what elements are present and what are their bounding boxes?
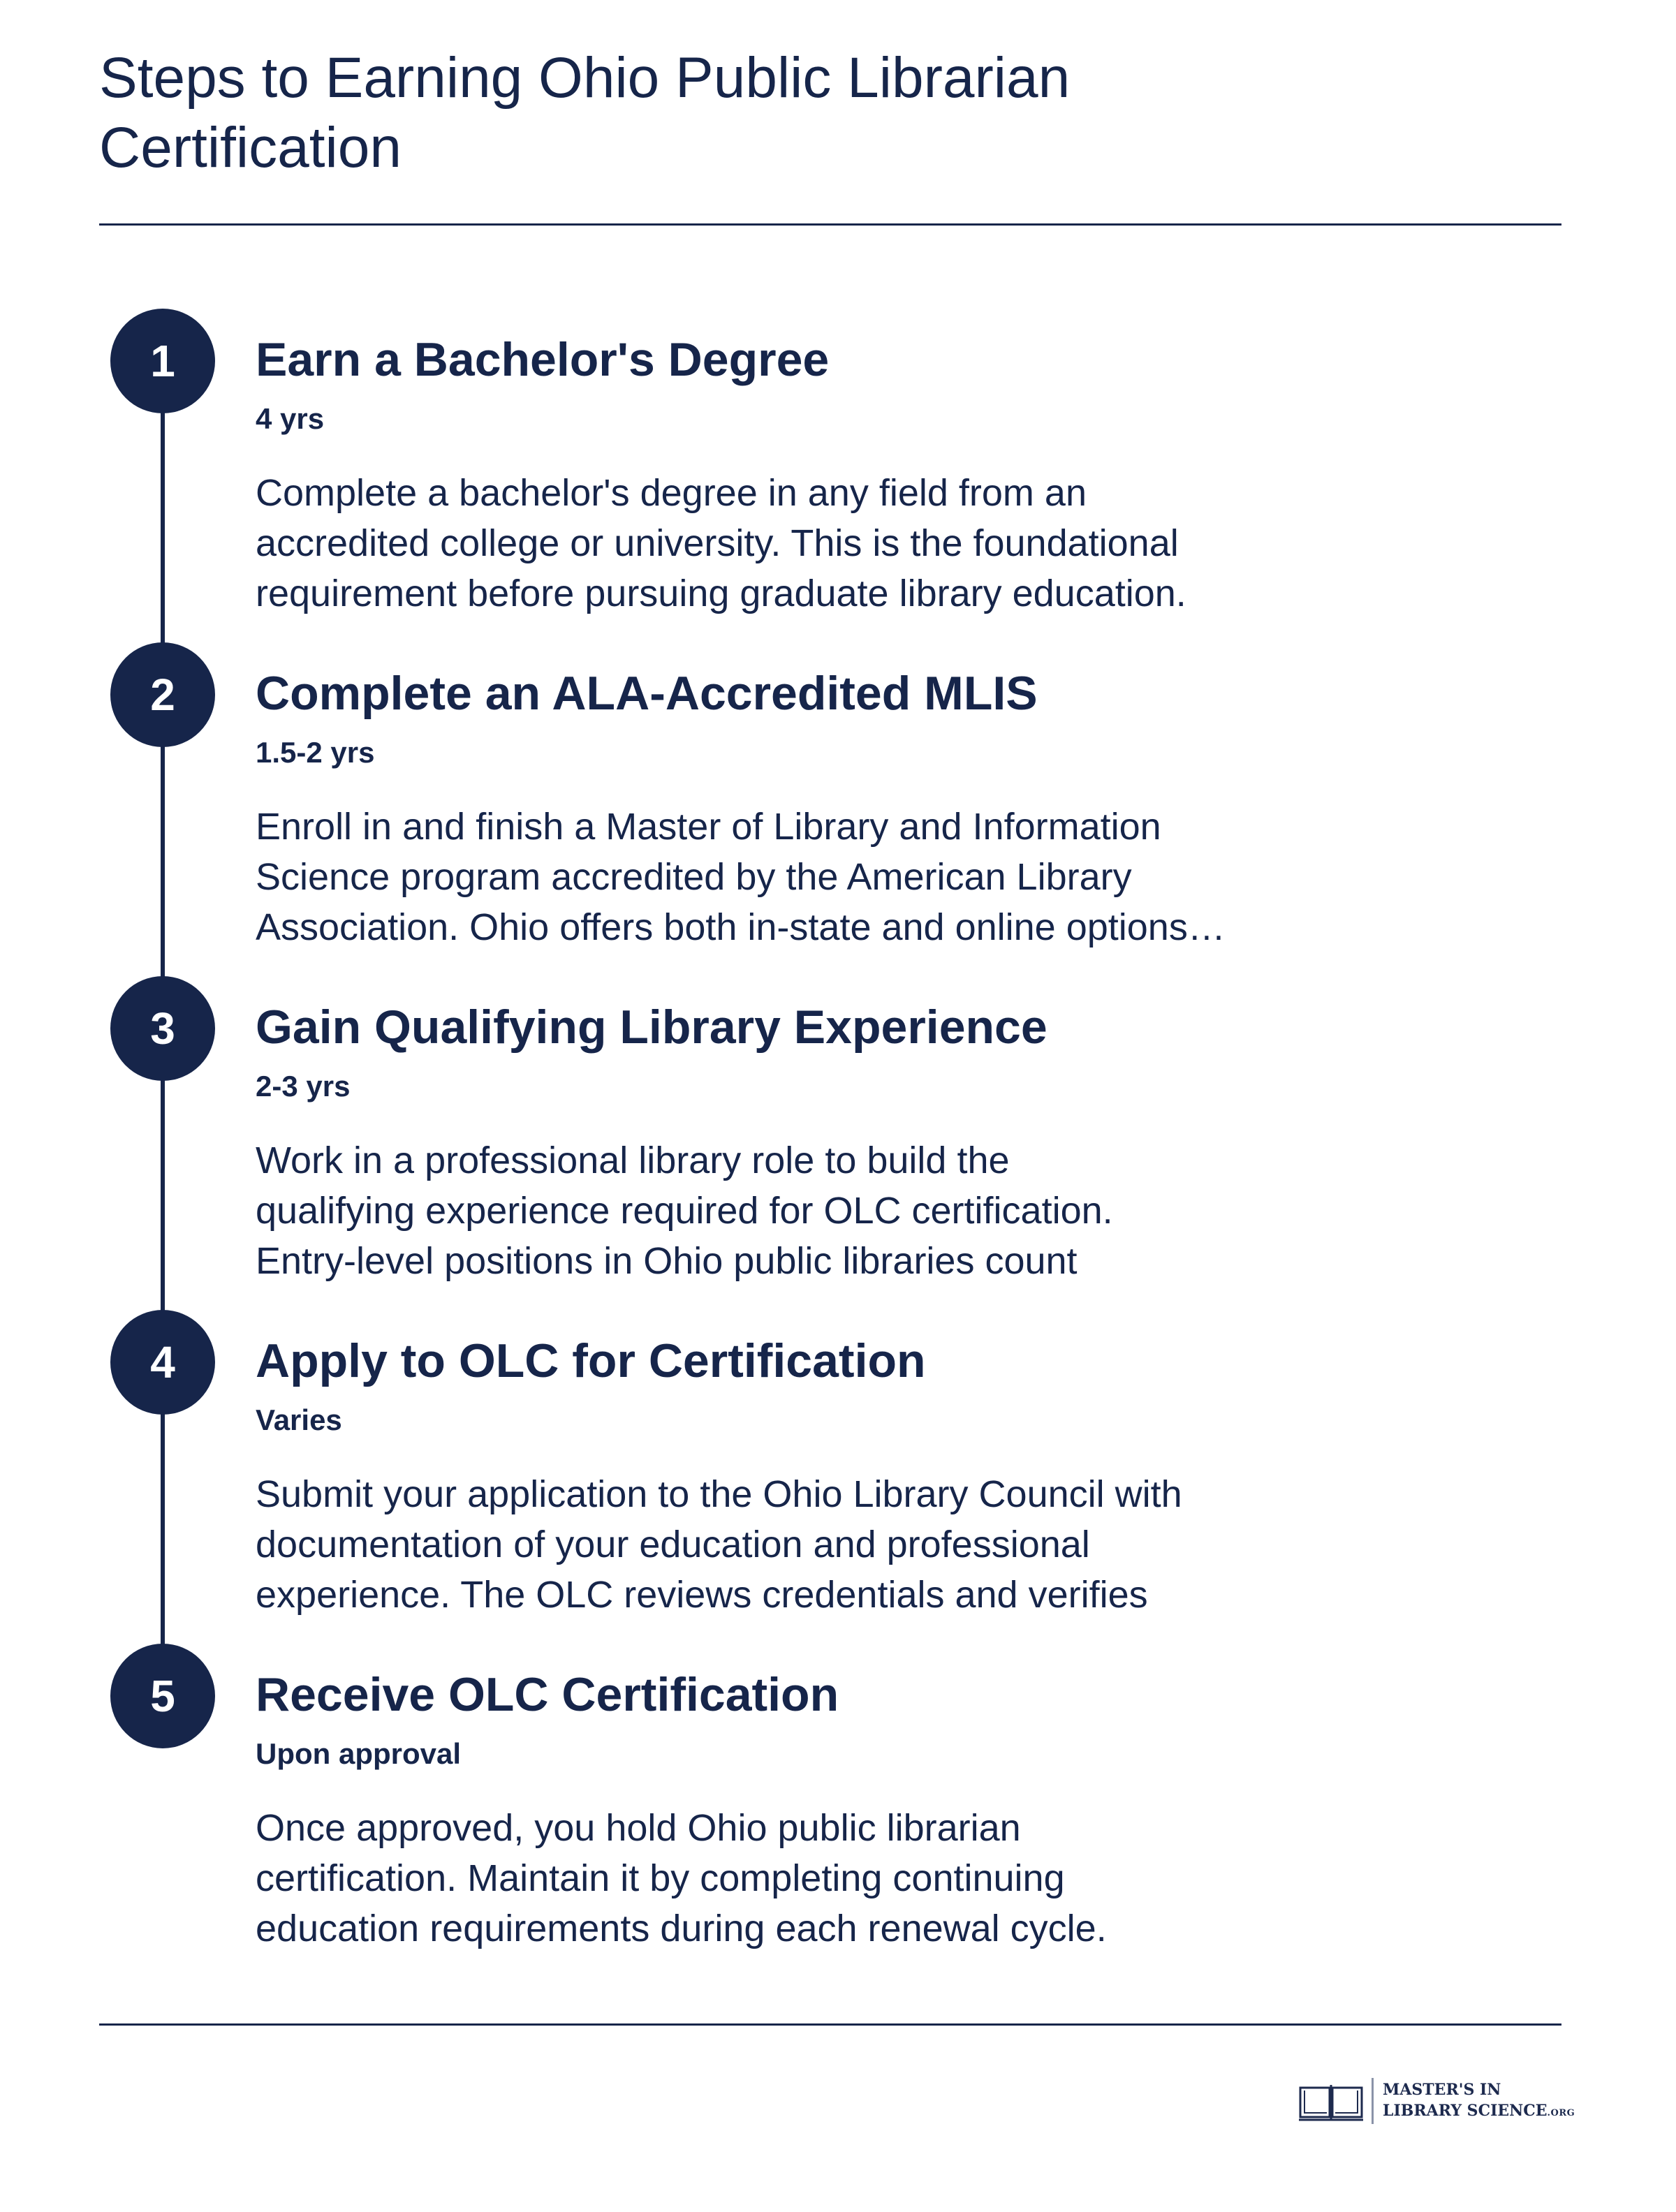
step-description <box>256 1135 1345 1286</box>
step-description-line: Enroll in and finish a Master of Library and Information <box>256 806 1161 848</box>
step-description-line: accredited college or university. This is the foundational <box>256 522 1179 564</box>
step-number-badge: 4 <box>110 1310 215 1415</box>
page-title-line-1: Steps to Earning Ohio Public Librarian <box>99 46 1071 110</box>
step-duration: Varies <box>256 1403 342 1436</box>
step-title: Gain Qualifying Library Experience <box>256 1001 1048 1054</box>
step-description-line: Entry-level positions in Ohio public libraries count <box>256 1240 1078 1282</box>
logo-divider <box>1372 2078 1374 2124</box>
step-description-line: qualifying experience required for OLC certification. <box>256 1190 1113 1232</box>
step-title: Apply to OLC for Certification <box>256 1334 926 1387</box>
open-book-icon <box>1298 2081 1365 2123</box>
step-duration: 2-3 yrs <box>256 1070 351 1103</box>
step-title: Receive OLC Certification <box>256 1668 839 1721</box>
step-number-badge: 1 <box>110 309 215 413</box>
step-description-line: Association. Ohio offers both in-state and online options… <box>256 906 1226 948</box>
step-description-line: education requirements during each renewal cycle. <box>256 1908 1107 1949</box>
site-logo <box>1298 2067 1575 2137</box>
step-duration: 4 yrs <box>256 402 325 435</box>
page-title <box>99 43 1286 183</box>
step-description-line: documentation of your education and professional <box>256 1524 1090 1565</box>
step-description <box>256 1469 1345 1620</box>
logo-suffix: .ORG <box>1547 2108 1575 2118</box>
step-description-line: Work in a professional library role to build the <box>256 1140 1010 1181</box>
step-description-line: Complete a bachelor's degree in any field from an <box>256 472 1087 514</box>
step-description <box>256 802 1345 952</box>
step-title: Complete an ALA-Accredited MLIS <box>256 667 1038 720</box>
step-description-line: Submit your application to the Ohio Library Council with <box>256 1473 1182 1515</box>
step-description <box>256 468 1345 619</box>
step-description <box>256 1803 1345 1954</box>
step-duration: 1.5-2 yrs <box>256 736 375 769</box>
step-number-badge: 3 <box>110 976 215 1081</box>
logo-line-1: MASTER'S IN <box>1383 2081 1501 2099</box>
logo-line-2: LIBRARY SCIENCE <box>1383 2102 1548 2120</box>
step-title: Earn a Bachelor's Degree <box>256 333 830 386</box>
step-description-line: Science program accredited by the American Library <box>256 856 1132 898</box>
step-description-line: certification. Maintain it by completing continuing <box>256 1857 1065 1899</box>
step-number-badge: 2 <box>110 642 215 747</box>
step-description-line: Once approved, you hold Ohio public librarian <box>256 1807 1021 1849</box>
step-description-line: requirement before pursuing graduate library education. <box>256 573 1186 614</box>
logo-wordmark <box>1383 2079 1575 2124</box>
step-description-line: experience. The OLC reviews credentials and verifies <box>256 1574 1148 1616</box>
bottom-divider <box>99 2023 1561 2026</box>
step-number-badge: 5 <box>110 1644 215 1748</box>
page-title-line-2: Certification <box>99 116 402 179</box>
step-duration: Upon approval <box>256 1737 462 1770</box>
top-divider <box>99 223 1561 226</box>
